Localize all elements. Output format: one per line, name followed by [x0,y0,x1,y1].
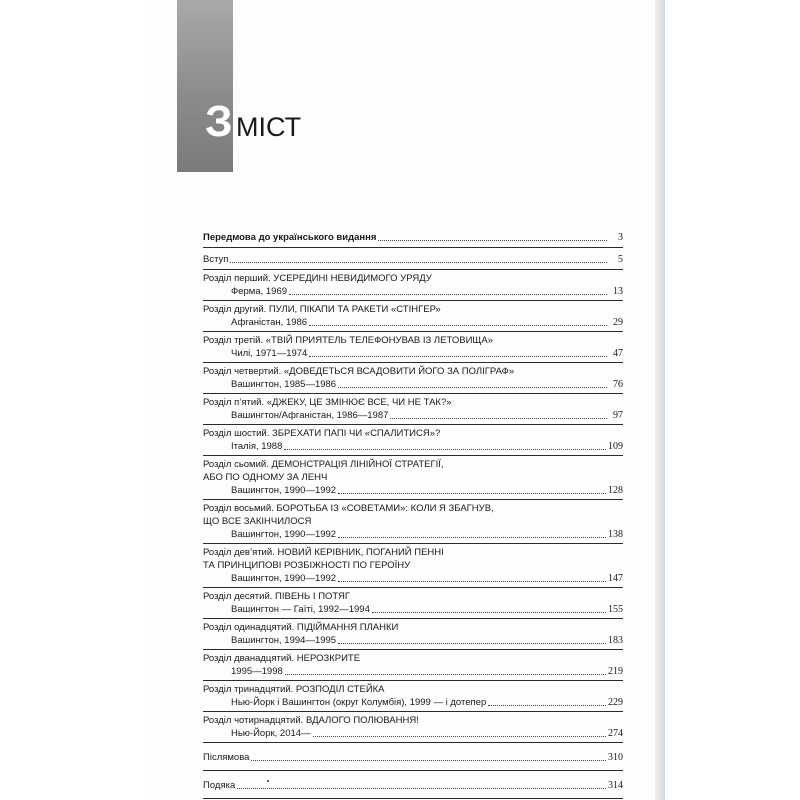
toc-entry-title-continued: ТА ПРИНЦИПОВІ РОЗБІЖНОСТІ ПО ГЕРОЇНУ [203,560,411,571]
toc-entry-title: Розділ дванадцятий. НЕРОЗКРИТЕ [203,653,361,664]
toc-entry-subtitle: Вашингтон — Гаїті, 1992—1994 [231,604,370,615]
toc-entry-title: Післямова [203,752,250,763]
toc-page-number: 76 [613,379,623,390]
toc-page-number: 3 [618,232,623,243]
toc-entry-title-continued: ЩО ВСЕ ЗАКІНЧИЛОСЯ [203,516,312,527]
toc-page-number: 147 [608,573,623,584]
toc-entry[interactable] [203,650,623,681]
toc-page-number: 310 [608,752,623,763]
dot-leader [378,239,607,241]
toc-entry-title: Розділ десятий. ПІВЕНЬ І ПОТЯГ [203,591,351,602]
dot-leader [285,673,606,675]
toc-entry[interactable] [203,544,623,588]
dot-leader [237,787,606,789]
page-edge [655,0,665,800]
dot-leader [338,580,606,582]
toc-entry-subtitle: Вашингтон, 1990—1992 [231,573,337,584]
toc-entry-title: Розділ тринадцятий. РОЗПОДІЛ СТЕЙКА [203,684,385,695]
toc-page-number: 314 [608,780,623,791]
toc-entry-title: Розділ перший. УСЕРЕДИНІ НЕВИДИМОГО УРЯДУ [203,273,432,284]
title-initial-letter: З [205,97,233,146]
toc-entry-subtitle: Нью-Йорк і Вашингтон (округ Колумбія), 1999 — і дотепер [231,697,487,708]
toc-entry[interactable] [203,270,623,301]
toc-entry[interactable] [203,681,623,712]
toc-page-number: 128 [608,485,623,496]
toc-entry-title: Розділ сьомий. ДЕМОНСТРАЦІЯ ЛІНІЙНОЇ СТРАТЕГІЇ, [203,459,444,470]
dot-leader [313,735,606,737]
toc-entry[interactable] [203,619,623,650]
toc-entry[interactable] [203,743,623,771]
toc-page-number: 219 [608,666,623,677]
dot-leader [390,417,607,419]
dot-leader [284,448,606,450]
toc-entry-title-continued: АБО ПО ОДНОМУ ЗА ЛЕНЧ [203,472,328,483]
toc-entry[interactable] [203,425,623,456]
toc-entry[interactable] [203,500,623,544]
toc-entry[interactable] [203,332,623,363]
toc-page-number: 97 [613,410,623,421]
toc-page-number: 183 [608,635,623,646]
toc-entry-subtitle: 1995—1998 [231,666,283,677]
dot-leader [230,261,607,263]
toc-entry[interactable] [203,712,623,743]
toc-page-number: 274 [608,728,623,739]
header-gray-block [177,0,233,172]
toc-entry-title: Подяка [203,780,236,791]
table-of-contents [203,226,623,799]
dot-leader [338,386,607,388]
toc-entry-title: Розділ дев’ятий. НОВИЙ КЕРІВНИК, ПОГАНИЙ ПЕННІ [203,547,444,558]
dot-leader [372,611,606,613]
toc-page-number: 109 [608,441,623,452]
toc-entry[interactable] [203,771,623,799]
dot-leader [488,704,606,706]
toc-entry[interactable] [203,248,623,270]
dot-leader [309,324,607,326]
toc-entry[interactable] [203,363,623,394]
toc-entry-title: Розділ третій. «ТВІЙ ПРИЯТЕЛЬ ТЕЛЕФОНУВАВ ІЗ ЛЕТОВИЩА» [203,335,493,346]
toc-page-number: 5 [618,254,623,265]
toc-entry[interactable] [203,394,623,425]
toc-entry[interactable] [203,456,623,500]
toc-entry-subtitle: Афганістан, 1986 [231,317,308,328]
toc-entry-title: Розділ четвертий. «ДОВЕДЕТЬСЯ ВСАДОВИТИ ЙОГО ЗА ПОЛІГРАФ» [203,366,515,377]
toc-page-number: 138 [608,529,623,540]
toc-page-number: 29 [613,317,623,328]
toc-page-number: 47 [613,348,623,359]
toc-entry-subtitle: Нью-Йорк, 2014— [231,728,311,739]
toc-entry[interactable] [203,226,623,248]
toc-entry[interactable] [203,301,623,332]
dot-leader [338,536,606,538]
toc-entry-subtitle: Вашингтон, 1994—1995 [231,635,337,646]
toc-page-number: 155 [608,604,623,615]
toc-entry-subtitle: Італія, 1988 [231,441,283,452]
toc-entry-title: Розділ восьмий. БОРОТЬБА ІЗ «СОВЕТАМИ»: КОЛИ Я ЗБАГНУВ, [203,503,494,514]
toc-entry-title: Розділ одинадцятий. ПІДІЙМАННЯ ПЛАНКИ [203,622,399,633]
dot-leader [251,759,606,761]
toc-entry-title: Розділ шостий. ЗБРЕХАТИ ПАПІ ЧИ «СПАЛИТИСЯ»? [203,428,441,439]
dot-leader [289,293,607,295]
toc-entry-subtitle: Вашингтон/Афганістан, 1986—1987 [231,410,389,421]
toc-entry-subtitle: Вашингтон, 1985—1986 [231,379,337,390]
toc-page-number: 13 [613,286,623,297]
print-speck [267,780,269,782]
toc-entry-title: Вступ [203,254,229,265]
dot-leader [309,355,607,357]
toc-entry-subtitle: Вашингтон, 1990—1992 [231,485,337,496]
dot-leader [338,642,606,644]
toc-entry-subtitle: Чилі, 1971—1974 [231,348,308,359]
toc-entry-title: Розділ п’ятий. «ДЖЕКУ, ЦЕ ЗМІНЮЄ ВСЕ, ЧИ НЕ ТАК?» [203,397,452,408]
page-title: МІСТ [236,112,302,142]
toc-entry-subtitle: Ферма, 1969 [231,286,288,297]
toc-entry-title: Розділ чотирнадцятий. ВДАЛОГО ПОЛЮВАННЯ! [203,715,419,726]
toc-entry-title: Передмова до українського видання [203,232,377,243]
toc-entry[interactable] [203,588,623,619]
dot-leader [338,492,606,494]
toc-entry-title: Розділ другий. ПУЛИ, ПІКАПИ ТА РАКЕТИ «СТІНГЕР» [203,304,441,315]
toc-page-number: 229 [608,697,623,708]
toc-entry-subtitle: Вашингтон, 1990—1992 [231,529,337,540]
